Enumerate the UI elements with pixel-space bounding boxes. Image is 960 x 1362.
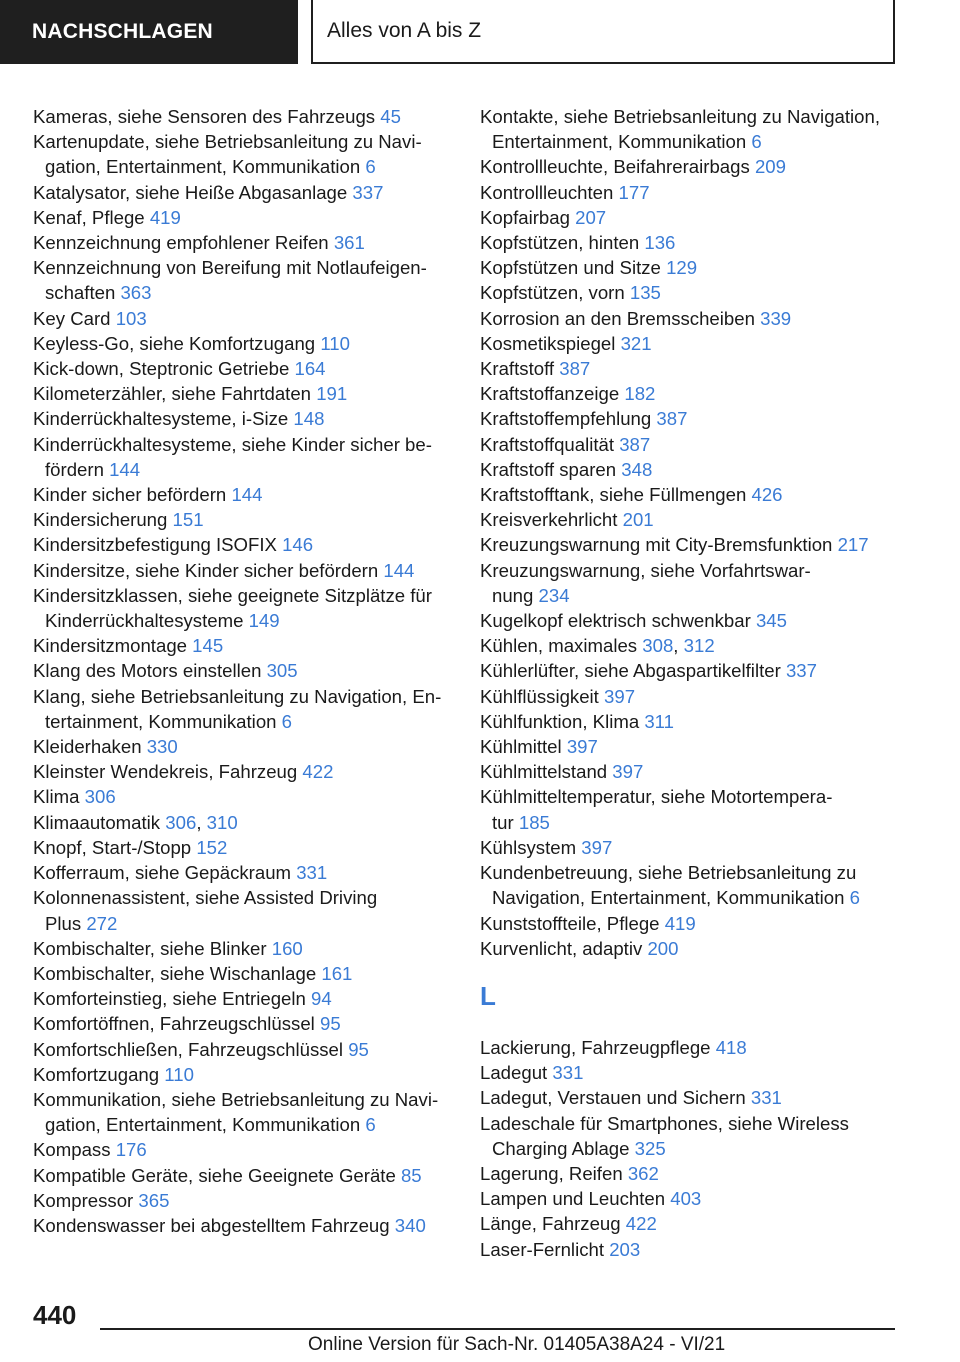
index-entry: Kopfstützen, hinten 136 [480, 232, 676, 254]
page-ref[interactable]: 152 [196, 836, 228, 858]
index-entry: Korrosion an den Bremsscheiben 339 [480, 307, 792, 329]
page-ref[interactable]: 387 [559, 358, 591, 380]
index-entry: Kameras, siehe Sensoren des Fahrzeugs 45 [33, 106, 401, 127]
index-entry: Ladegut 331 [480, 1062, 584, 1084]
page-ref[interactable]: 339 [760, 307, 792, 329]
index-entry: Kindersitzklassen, siehe geeignete Sitzplätze für Kinderrückhaltesysteme 149 [33, 584, 432, 632]
page-ref[interactable]: 325 [634, 1137, 666, 1159]
index-entry: Laser-Fernlicht 203 [480, 1238, 641, 1260]
page-ref[interactable]: 272 [86, 912, 118, 934]
page-ref[interactable]: 397 [581, 836, 613, 858]
index-entry: Kompass 176 [33, 1139, 147, 1161]
index-entry: Kühlerlüfter, siehe Abgaspartikelfilter 337 [480, 660, 817, 682]
page-ref[interactable]: 345 [755, 610, 787, 632]
index-entry: Komfortöffnen, Fahrzeugschlüssel 95 [33, 1013, 341, 1035]
page-ref[interactable]: 426 [751, 484, 783, 506]
page-ref[interactable]: 387 [656, 408, 688, 430]
page-ref[interactable]: 422 [625, 1213, 657, 1235]
page-ref[interactable]: 176 [115, 1139, 147, 1161]
index-entry: Kindersitzbefestigung ISOFIX 146 [33, 534, 314, 556]
index-entry: Keyless-Go, siehe Komfortzugang 110 [33, 332, 350, 354]
index-entry: Kreuzungswarnung, siehe Vorfahrtswar- nung 234 [480, 559, 811, 606]
page-ref[interactable]: 397 [612, 761, 644, 783]
page-ref[interactable]: 6 [849, 887, 860, 909]
index-entry: Klima 306 [33, 786, 116, 808]
page-ref[interactable]: 422 [302, 761, 334, 783]
page-ref[interactable]: 203 [609, 1238, 641, 1260]
index-entry: Kommunikation, siehe Betriebsanleitung zu Navi- gation, Entertainment, Kommunikation 6 [33, 1088, 439, 1136]
index-entry: Klang des Motors einstellen 305 [33, 660, 298, 682]
index-entry: Kindersitzmontage 145 [33, 635, 224, 657]
page-ref[interactable]: 387 [619, 433, 651, 455]
page-ref[interactable]: 191 [316, 383, 348, 405]
index-entry: Knopf, Start-/Stopp 152 [33, 836, 228, 858]
index-entry: Kilometerzähler, siehe Fahrtdaten 191 [33, 383, 348, 405]
page-ref[interactable]: 306 [84, 786, 116, 808]
page-ref[interactable]: 207 [575, 206, 607, 228]
index-entry: Kontrollleuchte, Beifahrerairbags 209 [480, 156, 786, 178]
index-entry: Kinder sicher befördern 144 [33, 484, 263, 506]
index-entry: Kühlflüssigkeit 397 [480, 685, 636, 707]
index-entry: Kopfstützen, vorn 135 [480, 282, 661, 304]
page-ref[interactable]: 149 [248, 610, 280, 632]
page-ref[interactable]: 110 [164, 1063, 194, 1085]
page-ref[interactable]: 129 [666, 257, 698, 279]
section-tab: NACHSCHLAGEN [0, 0, 298, 64]
page-ref[interactable]: 148 [293, 408, 325, 430]
page-ref[interactable]: 331 [552, 1062, 584, 1084]
index-entry: Kunststoffteile, Pflege 419 [480, 912, 696, 934]
index-entry: Kühlmittel 397 [480, 736, 598, 758]
page-ref[interactable]: 135 [629, 282, 661, 304]
index-column-right [480, 104, 900, 1262]
index-entry: Kraftstoffempfehlung 387 [480, 408, 688, 430]
index-entry: Komfortzugang 110 [33, 1063, 194, 1085]
page-ref[interactable]: 321 [620, 332, 652, 354]
index-entry: Kundenbetreuung, siehe Betriebsanleitung zu Navigation, Entertainment, Kommunikation 6 [480, 862, 860, 909]
page-ref[interactable]: 144 [231, 484, 263, 506]
page-ref[interactable]: 6 [281, 710, 293, 732]
index-entry: Ladegut, Verstauen und Sichern 331 [480, 1087, 782, 1109]
page-ref[interactable]: 311 [644, 710, 674, 732]
index-entry: Kühlmittelstand 397 [480, 761, 644, 783]
index-entry: Kraftstoffanzeige 182 [480, 383, 656, 405]
page-ref[interactable]: 397 [566, 736, 598, 758]
index-entry: Kraftstofftank, siehe Füllmengen 426 [480, 484, 783, 506]
page-ref[interactable]: 361 [333, 232, 365, 254]
index-entry: Kombischalter, siehe Wischanlage 161 [33, 962, 353, 984]
page-ref[interactable]: 331 [296, 862, 328, 884]
index-entry: Kondenswasser bei abgestelltem Fahrzeug 340 [33, 1214, 426, 1236]
index-entry: Kinderrückhaltesysteme, i-Size 148 [33, 408, 325, 430]
index-entry: Klang, siehe Betriebsanleitung zu Navigation, En- tertainment, Kommunikation 6 [33, 685, 442, 732]
index-entry: Kosmetikspiegel 321 [480, 332, 652, 354]
page-ref[interactable]: 103 [115, 307, 147, 329]
page-ref[interactable]: 95 [348, 1038, 369, 1060]
page-ref[interactable]: 403 [670, 1188, 702, 1210]
page-ref[interactable]: 144 [109, 458, 141, 480]
index-entry: Kreisverkehrlicht 201 [480, 509, 654, 531]
page-ref[interactable]: 310 [206, 811, 238, 833]
page-ref[interactable]: 161 [321, 962, 353, 984]
page-ref[interactable]: 160 [271, 937, 303, 959]
page-ref[interactable]: 151 [172, 509, 204, 531]
page-ref[interactable]: 45 [380, 106, 401, 127]
index-entry: Kartenupdate, siehe Betriebsanleitung zu Navi- gation, Entertainment, Kommunikation 6 [33, 131, 422, 178]
index-entry: Ladeschale für Smartphones, siehe Wireless Charging Ablage 325 [480, 1112, 849, 1159]
page-ref[interactable]: 110 [320, 332, 350, 354]
index-entry: Kühlmitteltemperatur, siehe Motortempera- tur 185 [480, 786, 833, 833]
index-entry: Kurvenlicht, adaptiv 200 [480, 937, 679, 959]
index-entry: Kugelkopf elektrisch schwenkbar 345 [480, 610, 787, 632]
page-ref[interactable]: 331 [750, 1087, 782, 1109]
index-entry: Kolonnenassistent, siehe Assisted Driving Plus 272 [33, 887, 378, 934]
page-ref[interactable]: 136 [644, 232, 676, 254]
index-entry: Kreuzungswarnung mit City-Bremsfunktion 217 [480, 534, 869, 556]
page-ref[interactable]: 362 [627, 1162, 659, 1184]
page-ref[interactable]: 144 [383, 559, 415, 581]
page-ref[interactable]: 337 [352, 181, 384, 203]
page-ref[interactable]: 94 [311, 988, 332, 1010]
footer-version: Online Version für Sach-Nr. 01405A38A24 - VI/21 [308, 1334, 726, 1355]
index-entry: Kopfstützen und Sitze 129 [480, 257, 698, 279]
page-ref[interactable]: 419 [664, 912, 696, 934]
page-ref[interactable]: 397 [604, 685, 636, 707]
page-ref[interactable]: 217 [837, 534, 869, 556]
index-entry: Kindersitze, siehe Kinder sicher befördern 144 [33, 559, 415, 581]
page-ref[interactable]: 337 [785, 660, 817, 682]
section-letter: L [480, 980, 496, 1011]
index-entry: Kindersicherung 151 [33, 509, 204, 531]
index-entry: Komforteinstieg, siehe Entriegeln 94 [33, 988, 332, 1010]
index-entry: Lagerung, Reifen 362 [480, 1162, 659, 1184]
page-ref[interactable]: 340 [394, 1214, 426, 1236]
index-entry: Klimaautomatik 306, 310 [33, 811, 238, 833]
index-entry: Kompressor 365 [33, 1189, 170, 1211]
index-entry: Kontakte, siehe Betriebsanleitung zu Navigation, Entertainment, Kommunikation 6 [480, 106, 881, 153]
index-entry: Kleiderhaken 330 [33, 736, 178, 758]
page-ref[interactable]: 365 [138, 1189, 170, 1211]
index-entry: Kontrollleuchten 177 [480, 181, 650, 203]
index-entry: Kombischalter, siehe Blinker 160 [33, 937, 303, 959]
page-ref[interactable]: 95 [319, 1013, 341, 1035]
page-header [0, 0, 960, 66]
page-ref[interactable]: 305 [266, 660, 298, 682]
index-entry: Lampen und Leuchten 403 [480, 1188, 702, 1210]
page-ref[interactable]: 164 [294, 358, 326, 380]
chapter-title: Alles von A bis Z [311, 0, 895, 64]
page-ref[interactable]: 312 [683, 635, 715, 657]
index-entry: Kompatible Geräte, siehe Geeignete Geräte 85 [33, 1164, 422, 1186]
page-ref[interactable]: 6 [365, 156, 376, 178]
index-entry: Kenaf, Pflege 419 [33, 206, 181, 228]
index-entry: Kennzeichnung von Bereifung mit Notlaufeigen- schaften 363 [33, 257, 427, 304]
page-number: 440 [33, 1300, 77, 1330]
page-ref[interactable]: 363 [120, 282, 152, 304]
page-ref[interactable]: 6 [751, 131, 762, 153]
page-ref[interactable]: 209 [754, 156, 786, 178]
page-ref[interactable]: 200 [647, 937, 679, 959]
index-entry: Länge, Fahrzeug 422 [480, 1213, 657, 1235]
page-ref[interactable]: 177 [618, 181, 650, 203]
page-ref[interactable]: 308 [642, 635, 674, 657]
page-ref[interactable]: 234 [538, 584, 570, 606]
page-ref[interactable]: 185 [518, 811, 550, 833]
index-entry: Kraftstoffqualität 387 [480, 433, 651, 455]
index-entry: Kühlen, maximales 308, 312 [480, 635, 715, 657]
index-entry: Komfortschließen, Fahrzeugschlüssel 95 [33, 1038, 369, 1060]
index-entry: Kraftstoff 387 [480, 358, 591, 380]
index-entry: Lackierung, Fahrzeugpflege 418 [480, 1036, 747, 1058]
index-entry: Katalysator, siehe Heiße Abgasanlage 337 [33, 181, 384, 203]
page-ref[interactable]: 85 [400, 1164, 422, 1186]
index-entry: Kofferraum, siehe Gepäckraum 331 [33, 862, 328, 884]
page-ref[interactable]: 201 [622, 509, 654, 531]
index-entry: Kühlsystem 397 [480, 836, 613, 858]
footer-divider [100, 1328, 895, 1330]
page-ref[interactable]: 330 [146, 736, 178, 758]
index-entry: Kinderrückhaltesysteme, siehe Kinder sicher be- fördern 144 [33, 433, 432, 480]
page-ref[interactable]: 418 [715, 1036, 747, 1058]
index-entry: Key Card 103 [33, 307, 147, 329]
index-entry: Kopfairbag 207 [480, 206, 607, 228]
index-entry: Kleinster Wendekreis, Fahrzeug 422 [33, 761, 334, 783]
index-entry: Kühlfunktion, Klima 311 [480, 710, 674, 732]
page-ref[interactable]: 6 [365, 1114, 376, 1136]
page-ref[interactable]: 419 [149, 206, 181, 228]
page-ref[interactable]: 146 [282, 534, 314, 556]
index-entry: Kraftstoff sparen 348 [480, 458, 653, 480]
index-column-left [33, 104, 463, 1238]
index-entry: Kick-down, Steptronic Getriebe 164 [33, 358, 326, 380]
page-ref[interactable]: 306 [165, 811, 197, 833]
index-entry: Kennzeichnung empfohlener Reifen 361 [33, 232, 365, 254]
page-ref[interactable]: 348 [621, 458, 653, 480]
page-ref[interactable]: 182 [624, 383, 656, 405]
page-ref[interactable]: 145 [192, 635, 224, 657]
